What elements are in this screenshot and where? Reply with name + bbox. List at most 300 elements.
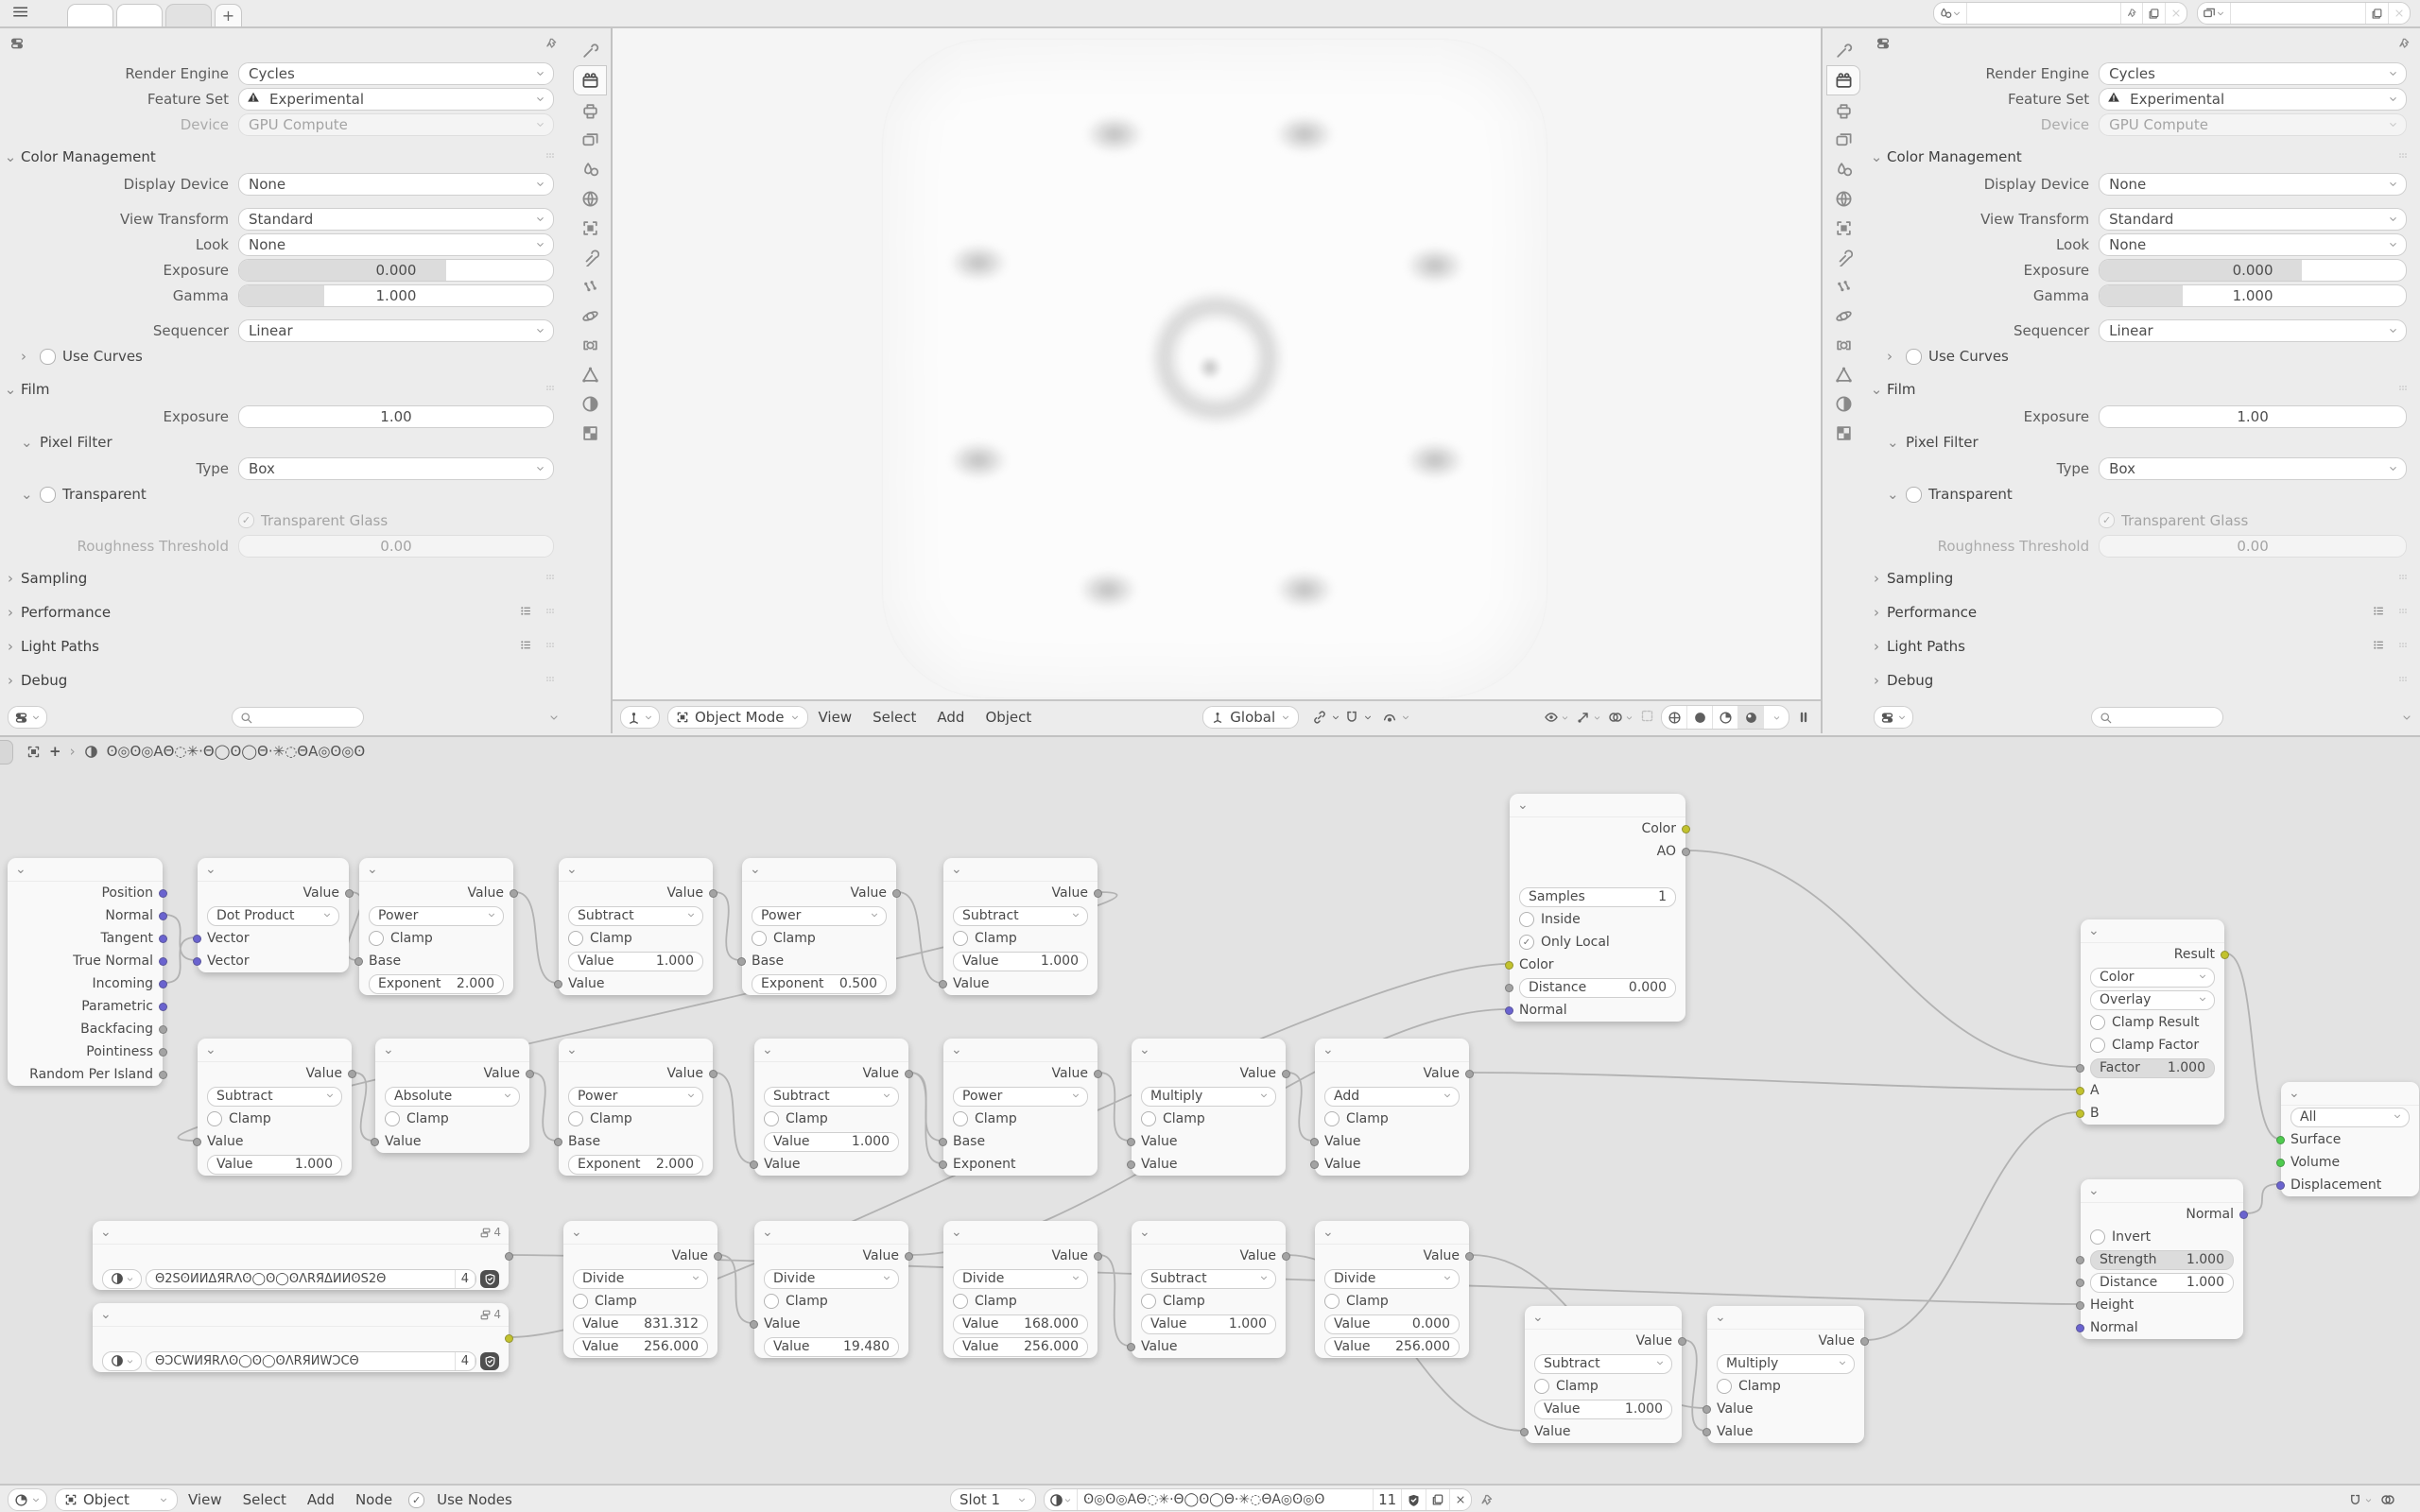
node-number-field[interactable] — [953, 1314, 1088, 1334]
properties-tab-scene[interactable] — [1827, 155, 1859, 183]
preset-list-icon[interactable] — [519, 604, 531, 621]
properties-tab-view-layer[interactable] — [1827, 126, 1859, 154]
editor-type-button[interactable] — [8, 706, 47, 729]
output-socket[interactable] — [714, 1252, 722, 1261]
collapse-chevron-icon[interactable]: ⌄ — [566, 862, 578, 877]
collapse-chevron-icon[interactable]: ⌄ — [762, 1042, 773, 1057]
collapse-chevron-icon[interactable]: ⌄ — [566, 1042, 578, 1057]
drag-grip-icon[interactable] — [2397, 606, 2409, 620]
subsection-header[interactable]: ⌄ Transparent — [1887, 486, 2013, 503]
chevron-right-icon[interactable]: › — [1874, 570, 1879, 587]
chevron-right-icon[interactable]: › — [1874, 604, 1879, 621]
node-checkbox[interactable] — [369, 931, 384, 946]
node-out[interactable] — [2281, 1082, 2419, 1196]
subsection-header[interactable]: ⌄ Pixel Filter — [1887, 434, 1979, 451]
properties-tab-render[interactable] — [1826, 65, 1860, 95]
node-checkbox[interactable] — [207, 1111, 222, 1126]
node-checkbox[interactable] — [568, 931, 583, 946]
magnet-icon[interactable] — [1344, 710, 1359, 725]
node-sub2[interactable] — [943, 858, 1098, 995]
workspace-tab[interactable] — [165, 4, 212, 26]
drag-grip-icon[interactable] — [544, 572, 556, 586]
input-socket[interactable] — [1505, 984, 1513, 992]
input-socket[interactable] — [2076, 1279, 2084, 1287]
node-number-field[interactable] — [1141, 1314, 1276, 1334]
node-sub4[interactable] — [1525, 1306, 1682, 1443]
drag-grip-icon[interactable] — [544, 674, 556, 688]
input-socket[interactable] — [2276, 1136, 2285, 1144]
input-socket[interactable] — [1505, 961, 1513, 970]
output-socket[interactable] — [709, 889, 717, 898]
input-socket[interactable] — [2276, 1159, 2285, 1167]
properties-tab-object[interactable] — [574, 214, 606, 242]
filter-chevron-icon[interactable] — [2401, 712, 2412, 723]
node-pow2[interactable] — [742, 858, 896, 995]
input-socket[interactable] — [2076, 1256, 2084, 1264]
output-socket[interactable] — [510, 889, 518, 898]
delete-scene-button[interactable] — [2166, 3, 2187, 24]
node-select[interactable] — [369, 906, 504, 926]
node-number-field[interactable] — [953, 952, 1088, 971]
chevron-right-icon[interactable]: › — [8, 604, 13, 621]
drag-grip-icon[interactable] — [2397, 150, 2409, 164]
section-header[interactable] — [0, 564, 567, 593]
node-r2d[interactable] — [754, 1039, 908, 1176]
output-socket[interactable] — [1682, 848, 1690, 856]
node-checkbox[interactable] — [953, 931, 968, 946]
node-checkbox[interactable] — [1534, 1379, 1549, 1394]
node-select[interactable] — [573, 1269, 708, 1289]
collapse-chevron-icon[interactable]: ⌄ — [100, 1225, 112, 1240]
node-number-field[interactable] — [764, 1132, 899, 1152]
collapse-chevron-icon[interactable]: ⌄ — [1322, 1042, 1334, 1057]
select-display-device[interactable] — [2099, 173, 2407, 196]
collapse-chevron-icon[interactable]: ⌄ — [1715, 1310, 1726, 1325]
output-socket[interactable] — [345, 889, 354, 898]
node-number-field[interactable] — [1324, 1337, 1460, 1357]
input-socket[interactable] — [2076, 1087, 2084, 1095]
splitter[interactable] — [1821, 28, 1823, 733]
node-mul2[interactable] — [1707, 1306, 1864, 1443]
field-exposure[interactable] — [2099, 259, 2407, 282]
chevron-down-icon[interactable]: ⌄ — [4, 148, 17, 165]
collapse-chevron-icon[interactable]: ⌄ — [951, 1225, 962, 1240]
collapse-chevron-icon[interactable]: ⌄ — [15, 862, 26, 877]
properties-tab-object-data[interactable] — [574, 360, 606, 388]
collapse-chevron-icon[interactable]: ⌄ — [1322, 1225, 1334, 1240]
node-sub3[interactable] — [1132, 1221, 1286, 1358]
node-header[interactable] — [943, 1221, 1098, 1245]
input-socket[interactable] — [1520, 1428, 1529, 1436]
select-device[interactable] — [2099, 113, 2407, 136]
properties-tab-output[interactable] — [1827, 96, 1859, 125]
view-layer-name-field[interactable] — [2231, 3, 2366, 24]
node-select[interactable] — [568, 1087, 703, 1107]
collapse-chevron-icon[interactable]: ⌄ — [2088, 923, 2100, 938]
material-slot-selector[interactable] — [950, 1488, 1036, 1511]
input-socket[interactable] — [554, 1138, 562, 1146]
subsection-header[interactable]: ⌄ Transparent — [21, 486, 147, 503]
properties-tab-world[interactable] — [574, 184, 606, 213]
select-sequencer[interactable] — [2099, 319, 2407, 342]
node-select[interactable] — [1534, 1354, 1672, 1374]
properties-tab-particles[interactable] — [1827, 272, 1859, 301]
node-header[interactable] — [1315, 1221, 1469, 1245]
node-menu-add[interactable]: Add — [306, 1491, 335, 1508]
node-select[interactable] — [1324, 1087, 1460, 1107]
output-socket[interactable] — [892, 889, 901, 898]
node-sub1[interactable] — [559, 858, 713, 995]
node-header[interactable] — [1132, 1221, 1286, 1245]
node-number-field[interactable] — [752, 974, 887, 994]
node-r2f[interactable] — [1132, 1039, 1286, 1176]
editor-type-button[interactable] — [620, 706, 660, 729]
editor-type-button[interactable] — [8, 1488, 47, 1511]
chevron-right-icon[interactable]: › — [8, 570, 13, 587]
collapse-chevron-icon[interactable]: ⌄ — [1532, 1310, 1544, 1325]
node-header[interactable] — [1525, 1306, 1682, 1330]
shading-dropdown[interactable] — [1764, 706, 1789, 729]
properties-tab-constraints[interactable] — [1827, 331, 1859, 359]
filter-chevron-icon[interactable] — [548, 712, 560, 723]
collapse-chevron-icon[interactable]: ⌄ — [750, 862, 761, 877]
node-header[interactable] — [943, 858, 1098, 882]
drag-grip-icon[interactable] — [544, 150, 556, 164]
input-socket[interactable] — [1703, 1428, 1711, 1436]
output-socket[interactable] — [1094, 1070, 1102, 1078]
viewport-menu-view[interactable]: View — [818, 709, 853, 726]
splitter[interactable] — [611, 28, 613, 733]
input-socket[interactable] — [371, 1138, 379, 1146]
output-socket[interactable] — [159, 935, 167, 943]
node-number-field[interactable] — [1534, 1400, 1672, 1419]
output-socket[interactable] — [905, 1070, 913, 1078]
node-header[interactable] — [943, 1039, 1098, 1062]
properties-tab-tool[interactable] — [574, 36, 606, 64]
input-socket[interactable] — [2076, 1324, 2084, 1332]
fake-user-shield-icon[interactable] — [480, 1352, 499, 1370]
node-checkbox[interactable] — [385, 1111, 400, 1126]
input-socket[interactable] — [939, 980, 947, 988]
output-socket[interactable] — [1678, 1337, 1686, 1346]
node-number-field[interactable] — [953, 1337, 1088, 1357]
input-socket[interactable] — [354, 957, 363, 966]
node-pow1[interactable] — [359, 858, 513, 995]
collapse-chevron-icon[interactable]: ⌄ — [1139, 1042, 1150, 1057]
node-canvas[interactable] — [0, 765, 2420, 1486]
shading-material[interactable] — [1713, 706, 1738, 729]
node-header[interactable] — [8, 858, 163, 882]
properties-tab-tool[interactable] — [1827, 36, 1859, 64]
properties-context-icon-icon[interactable] — [1876, 36, 1891, 51]
input-socket[interactable] — [193, 1138, 201, 1146]
section-header[interactable] — [1866, 143, 2420, 171]
field-gamma[interactable] — [2099, 284, 2407, 307]
collapse-chevron-icon[interactable]: ⌄ — [205, 1042, 216, 1057]
node-header[interactable] — [2081, 919, 2224, 943]
section-header[interactable] — [0, 598, 567, 627]
output-socket[interactable] — [505, 1334, 513, 1343]
use-nodes-toggle[interactable] — [408, 1491, 512, 1508]
select-display-device[interactable] — [238, 173, 554, 196]
properties-tab-texture[interactable] — [1827, 419, 1859, 447]
input-socket[interactable] — [1127, 1160, 1135, 1169]
node-header[interactable] — [559, 858, 713, 882]
chevd-icon[interactable] — [1331, 713, 1340, 722]
collapse-chevron-icon[interactable]: ⌄ — [762, 1225, 773, 1240]
output-socket[interactable] — [709, 1070, 717, 1078]
input-socket[interactable] — [193, 935, 201, 943]
input-socket[interactable] — [2276, 1181, 2285, 1190]
node-select[interactable] — [2090, 968, 2215, 988]
shading-wireframe[interactable] — [1662, 706, 1687, 729]
node-select[interactable] — [1141, 1087, 1276, 1107]
section-header[interactable] — [0, 666, 567, 695]
node-select[interactable] — [953, 1269, 1088, 1289]
node-header[interactable] — [1315, 1039, 1469, 1062]
chevron-right-icon[interactable]: › — [8, 672, 13, 689]
node-checkbox[interactable] — [568, 1111, 583, 1126]
node-mix[interactable] — [2081, 919, 2224, 1125]
subsection-header[interactable]: › Use Curves — [21, 348, 143, 365]
node-dot[interactable] — [198, 858, 349, 972]
field-exposure[interactable] — [238, 259, 554, 282]
viewport-3d[interactable] — [613, 28, 1821, 733]
node-overlays-dropdown-icon[interactable] — [2380, 1492, 2395, 1507]
select-view-transform[interactable] — [238, 208, 554, 231]
input-socket[interactable] — [554, 980, 562, 988]
node-header[interactable] — [198, 858, 349, 882]
field-exposure[interactable] — [238, 405, 554, 428]
datablock-name-field[interactable] — [146, 1269, 476, 1289]
properties-tab-constraints[interactable] — [574, 331, 606, 359]
drag-grip-icon[interactable] — [544, 383, 556, 397]
node-select[interactable] — [953, 906, 1088, 926]
drag-grip-icon[interactable] — [544, 640, 556, 654]
scene-browse-button[interactable] — [1934, 3, 1967, 24]
output-socket[interactable] — [1465, 1070, 1474, 1078]
view-layer-browse-button[interactable] — [2198, 3, 2231, 24]
properties-tab-material[interactable] — [1827, 389, 1859, 418]
node-checkbox[interactable] — [752, 931, 767, 946]
node-div3[interactable] — [943, 1221, 1098, 1358]
scene-name-field[interactable] — [1967, 3, 2121, 24]
properties-pin-icon[interactable] — [2397, 37, 2411, 50]
node-checkbox[interactable] — [2090, 1015, 2105, 1030]
chevron-down-icon[interactable] — [1401, 713, 1410, 722]
node-menu-node[interactable]: Node — [354, 1491, 393, 1508]
output-socket[interactable] — [526, 1070, 534, 1078]
input-socket[interactable] — [2076, 1301, 2084, 1310]
properties-tab-world[interactable] — [1827, 184, 1859, 213]
output-socket[interactable] — [1860, 1337, 1869, 1346]
field-roughness-threshold[interactable] — [2099, 535, 2407, 558]
select-render-engine[interactable] — [238, 62, 554, 85]
fake-user-shield-button[interactable] — [1402, 1489, 1426, 1510]
section-header[interactable] — [0, 632, 567, 661]
add-workspace-button[interactable]: + — [215, 4, 242, 26]
node-r2b[interactable] — [375, 1039, 529, 1153]
field-exposure[interactable] — [2099, 405, 2407, 428]
collapse-chevron-icon[interactable]: ⌄ — [2088, 1183, 2100, 1198]
output-socket[interactable] — [159, 980, 167, 988]
output-socket[interactable] — [505, 1252, 513, 1261]
properties-context-icon-icon[interactable] — [9, 36, 25, 51]
node-number-field[interactable] — [568, 952, 703, 971]
workspace-tab[interactable] — [67, 4, 113, 26]
node-number-field[interactable] — [207, 1155, 342, 1175]
output-socket[interactable] — [1094, 1252, 1102, 1261]
node-header[interactable] — [742, 858, 896, 882]
node-header[interactable] — [93, 1303, 509, 1327]
node-number-field[interactable] — [2090, 1058, 2215, 1078]
node-tex2[interactable] — [93, 1303, 509, 1372]
node-select[interactable] — [752, 906, 887, 926]
search-input[interactable] — [232, 707, 364, 728]
workspace-tab[interactable] — [116, 4, 163, 26]
node-number-field[interactable] — [1519, 887, 1676, 907]
node-r2e[interactable] — [943, 1039, 1098, 1176]
node-header[interactable] — [563, 1221, 717, 1245]
input-socket[interactable] — [1703, 1405, 1711, 1414]
node-number-field[interactable] — [1324, 1314, 1460, 1334]
node-number-field[interactable] — [573, 1314, 708, 1334]
input-socket[interactable] — [1310, 1160, 1319, 1169]
node-number-field[interactable] — [573, 1337, 708, 1357]
section-header[interactable] — [0, 143, 567, 171]
properties-tab-view-layer[interactable] — [574, 126, 606, 154]
shader-type-selector[interactable] — [55, 1488, 178, 1511]
mode-selector[interactable] — [667, 706, 808, 729]
node-header[interactable] — [198, 1039, 352, 1062]
node-header[interactable] — [1132, 1039, 1286, 1062]
node-header[interactable] — [1510, 794, 1685, 817]
input-socket[interactable] — [750, 1160, 758, 1169]
unlink-material-button[interactable] — [1450, 1489, 1471, 1510]
output-socket[interactable] — [1094, 889, 1102, 898]
chevron-down-icon[interactable]: ⌄ — [1870, 381, 1883, 398]
section-header[interactable] — [1866, 564, 2420, 593]
node-select[interactable] — [1324, 1269, 1460, 1289]
node-header[interactable] — [359, 858, 513, 882]
visibility-dropdown[interactable] — [1544, 710, 1569, 725]
properties-tab-modifiers[interactable] — [574, 243, 606, 271]
node-header[interactable] — [2281, 1082, 2419, 1106]
properties-tab-texture[interactable] — [574, 419, 606, 447]
collapse-chevron-icon[interactable]: ⌄ — [951, 862, 962, 877]
proportional-editing-icon[interactable] — [1382, 710, 1397, 725]
node-checkbox[interactable] — [1519, 935, 1534, 950]
checkbox[interactable] — [238, 512, 254, 528]
properties-tab-scene[interactable] — [574, 155, 606, 183]
select-type[interactable] — [2099, 457, 2407, 480]
input-socket[interactable] — [939, 1160, 947, 1169]
properties-tab-particles[interactable] — [574, 272, 606, 301]
new-view-layer-button[interactable] — [2366, 3, 2389, 24]
new-scene-button[interactable] — [2143, 3, 2166, 24]
search-input[interactable] — [2091, 707, 2223, 728]
node-checkbox[interactable] — [573, 1294, 588, 1309]
collapse-chevron-icon[interactable]: ⌄ — [2289, 1086, 2300, 1101]
node-header[interactable] — [1707, 1306, 1864, 1330]
collapse-chevron-icon[interactable]: ⌄ — [205, 862, 216, 877]
properties-tab-render[interactable] — [573, 65, 607, 95]
new-material-button[interactable] — [1426, 1489, 1450, 1510]
datablock-name-field[interactable] — [146, 1351, 476, 1371]
node-checkbox[interactable] — [2090, 1229, 2105, 1245]
input-socket[interactable] — [750, 1320, 758, 1329]
output-socket[interactable] — [159, 1048, 167, 1057]
node-number-field[interactable] — [1519, 978, 1676, 998]
material-browse-button[interactable] — [102, 1351, 142, 1371]
collapse-chevron-icon[interactable]: ⌄ — [951, 1042, 962, 1057]
collapse-chevron-icon[interactable]: ⌄ — [383, 1042, 394, 1057]
output-socket[interactable] — [159, 1025, 167, 1034]
properties-pin-icon[interactable] — [544, 37, 558, 50]
section-header[interactable] — [0, 375, 567, 404]
viewport-menu-object[interactable]: Object — [985, 709, 1032, 726]
chevd-icon[interactable] — [1363, 713, 1373, 722]
node-select[interactable] — [385, 1087, 520, 1107]
select-type[interactable] — [238, 457, 554, 480]
properties-tab-physics[interactable] — [574, 301, 606, 330]
collapse-chevron-icon[interactable]: ⌄ — [1517, 798, 1529, 813]
node-checkbox[interactable] — [953, 1111, 968, 1126]
node-r2g[interactable] — [1315, 1039, 1469, 1176]
node-number-field[interactable] — [2090, 1273, 2234, 1293]
scene-pin-icon[interactable] — [2121, 3, 2143, 24]
transform-orientation-selector[interactable] — [1202, 706, 1299, 729]
output-socket[interactable] — [159, 1003, 167, 1011]
node-checkbox[interactable] — [1324, 1294, 1340, 1309]
field-roughness-threshold[interactable] — [238, 535, 554, 558]
preset-list-icon[interactable] — [519, 638, 531, 655]
select-feature-set[interactable] — [238, 88, 554, 111]
material-name-field[interactable]: ʘ◎ʘ◎AΘ◌✳·Θ◯ʘ◯Θ·✳◌ΘA◎ʘ◎ʘ — [1078, 1489, 1374, 1510]
node-select[interactable] — [1717, 1354, 1855, 1374]
drag-grip-icon[interactable] — [2397, 572, 2409, 586]
node-select[interactable] — [1141, 1269, 1276, 1289]
output-socket[interactable] — [905, 1252, 913, 1261]
chevron-down-icon[interactable]: ⌄ — [4, 381, 17, 398]
input-socket[interactable] — [193, 957, 201, 966]
gizmos-dropdown[interactable] — [1576, 710, 1601, 725]
preset-list-icon[interactable] — [2372, 638, 2384, 655]
input-socket[interactable] — [2076, 1109, 2084, 1118]
output-socket[interactable] — [1282, 1252, 1290, 1261]
node-checkbox[interactable] — [764, 1111, 779, 1126]
select-device[interactable] — [238, 113, 554, 136]
input-socket[interactable] — [737, 957, 746, 966]
node-r2a[interactable] — [198, 1039, 352, 1176]
node-ao[interactable] — [1510, 794, 1685, 1022]
subsection-header[interactable]: ⌄ Pixel Filter — [21, 434, 112, 451]
output-socket[interactable] — [159, 912, 167, 920]
node-checkbox[interactable] — [1324, 1111, 1340, 1126]
input-socket[interactable] — [1505, 1006, 1513, 1015]
subsection-header[interactable]: › Use Curves — [1887, 348, 2009, 365]
node-checkbox[interactable] — [953, 1294, 968, 1309]
properties-tab-object[interactable] — [1827, 214, 1859, 242]
collapse-chevron-icon[interactable]: ⌄ — [571, 1225, 582, 1240]
pause-button-icon[interactable] — [1796, 710, 1811, 725]
node-header[interactable] — [754, 1039, 908, 1062]
checkbox[interactable] — [2099, 512, 2115, 528]
node-div1[interactable] — [563, 1221, 717, 1358]
node-menu-select[interactable]: Select — [242, 1491, 286, 1508]
app-menu-icon[interactable] — [11, 4, 27, 24]
node-checkbox[interactable] — [1717, 1379, 1732, 1394]
